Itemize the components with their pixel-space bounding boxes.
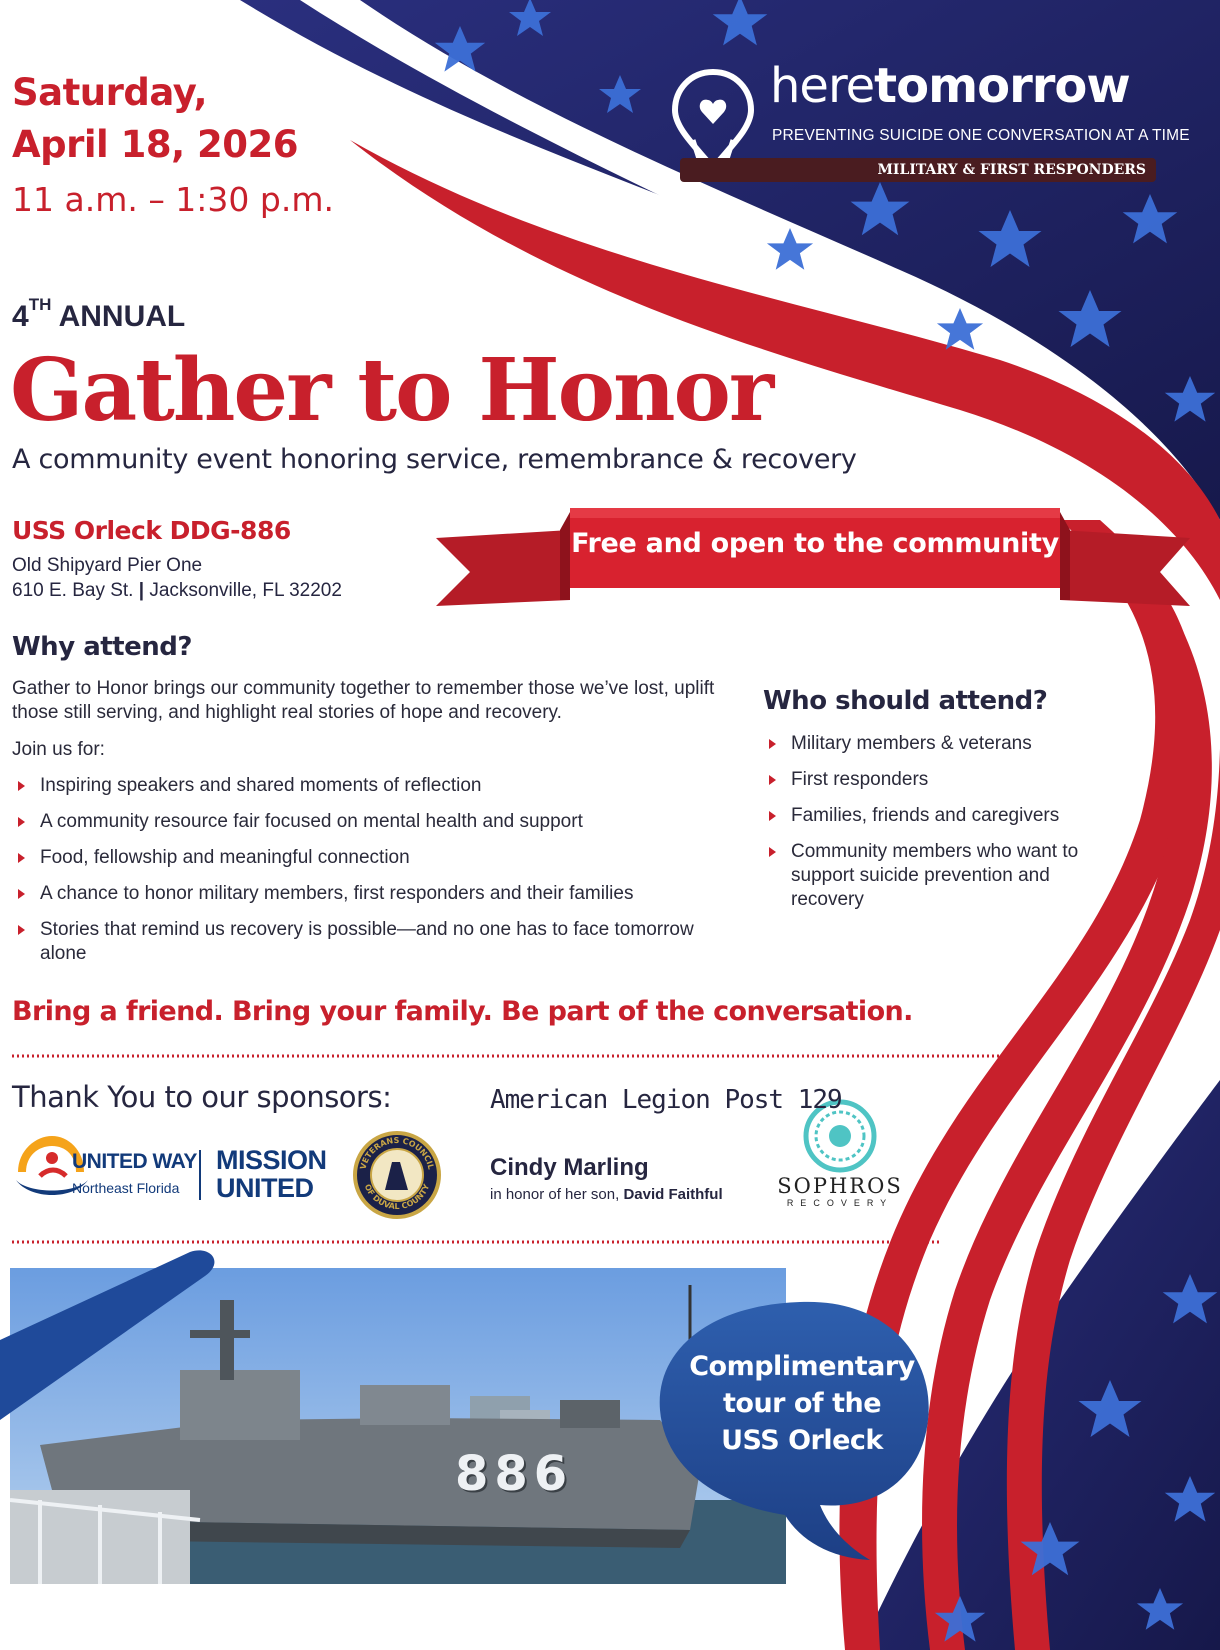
location-street: 610 E. Bay St.: [12, 580, 134, 601]
tour-bubble: [672, 1348, 932, 1459]
event-time: 11 a.m. – 1:30 p.m.: [12, 180, 334, 219]
call-to-action: Bring a friend. Bring your family. Be part of the conversation.: [12, 996, 913, 1027]
sponsor-cindy-marling: Cindy Marling: [490, 1154, 649, 1181]
why-list: [12, 774, 702, 978]
veterans-council-seal: [352, 1130, 442, 1220]
sponsor-united-way: UNITED WAY: [72, 1150, 197, 1173]
event-date: April 18, 2026: [12, 123, 299, 166]
logo-bar: MILITARY & FIRST RESPONDERS: [680, 158, 1156, 182]
why-heading: Why attend?: [12, 632, 192, 662]
why-intro: Gather to Honor brings our community together to remember those we’ve lost, uplift those still serving, and highlight real stories of hope and recovery.: [12, 678, 715, 723]
who-list-item: Families, friends and caregivers: [763, 804, 1093, 828]
why-list-item: A community resource fair focused on mental health and support: [12, 810, 702, 834]
logo-wordmark: [770, 58, 1130, 114]
sponsor-united-way-sub: Northeast Florida: [72, 1180, 180, 1196]
sponsor-mission-united: [216, 1146, 327, 1202]
svg-text:VETERANS COUNCIL: [358, 1136, 435, 1170]
location-city: Jacksonville, FL 32202: [149, 580, 342, 601]
why-list-item: A chance to honor military members, first responders and their families: [12, 882, 702, 906]
seal-text-top: VETERANS COUNCIL: [358, 1135, 436, 1171]
who-list-item: First responders: [763, 768, 1093, 792]
page-subtitle: A community event honoring service, remembrance & recovery: [12, 444, 857, 475]
who-list-item: Community members who want to support suicide prevention and recovery: [763, 840, 1093, 912]
why-list-item: Food, fellowship and meaningful connection: [12, 846, 702, 870]
logo-tagline: PREVENTING SUICIDE ONE CONVERSATION AT A TIME: [772, 127, 1190, 144]
why-list-item: Inspiring speakers and shared moments of reflection: [12, 774, 702, 798]
annual-suffix: TH: [28, 295, 52, 314]
location-pier: Old Shipyard Pier One: [12, 555, 203, 576]
logo-word-light: here: [770, 58, 875, 114]
tour-line-1: Complimentary: [689, 1351, 915, 1382]
mission-line-2: UNITED: [216, 1173, 314, 1203]
sponsor-sophros-sub: RECOVERY: [786, 1198, 894, 1208]
who-heading: Who should attend?: [763, 686, 1048, 716]
svg-text:OF DUVAL COUNTY: [363, 1183, 432, 1211]
who-list: [763, 732, 1093, 924]
why-list-item: Stories that remind us recovery is possible—and no one has to face tomorrow alone: [12, 918, 702, 966]
sponsors-heading: Thank You to our sponsors:: [12, 1080, 392, 1114]
sponsor-american-legion: American Legion Post 129: [490, 1085, 842, 1115]
sponsor-cindy-dedication: [490, 1186, 723, 1203]
annual-label: [12, 295, 186, 334]
tour-line-3: USS Orleck: [721, 1425, 883, 1456]
mission-line-1: MISSION: [216, 1145, 327, 1175]
annual-word: ANNUAL: [58, 300, 186, 333]
seal-text-bottom: OF DUVAL COUNTY: [362, 1182, 432, 1212]
ship-hull-number: 886: [455, 1446, 574, 1502]
cindy-son-name: David Faithful: [623, 1186, 723, 1203]
who-list-item: Military members & veterans: [763, 732, 1093, 756]
logo-word-bold: tomorrow: [874, 58, 1130, 114]
tour-line-2: tour of the: [722, 1388, 882, 1419]
why-join: Join us for:: [12, 739, 105, 760]
sponsor-sophros: SOPHROS: [777, 1174, 903, 1198]
address-divider: |: [138, 580, 145, 601]
location-address: [12, 578, 342, 603]
event-day: Saturday,: [12, 71, 208, 114]
annual-number: 4: [12, 300, 29, 333]
banner-text: Free and open to the community: [571, 528, 1059, 559]
cindy-sub-text: in honor of her son,: [490, 1186, 620, 1203]
page-title: Gather to Honor: [10, 340, 773, 441]
location-ship: USS Orleck DDG-886: [12, 516, 291, 545]
